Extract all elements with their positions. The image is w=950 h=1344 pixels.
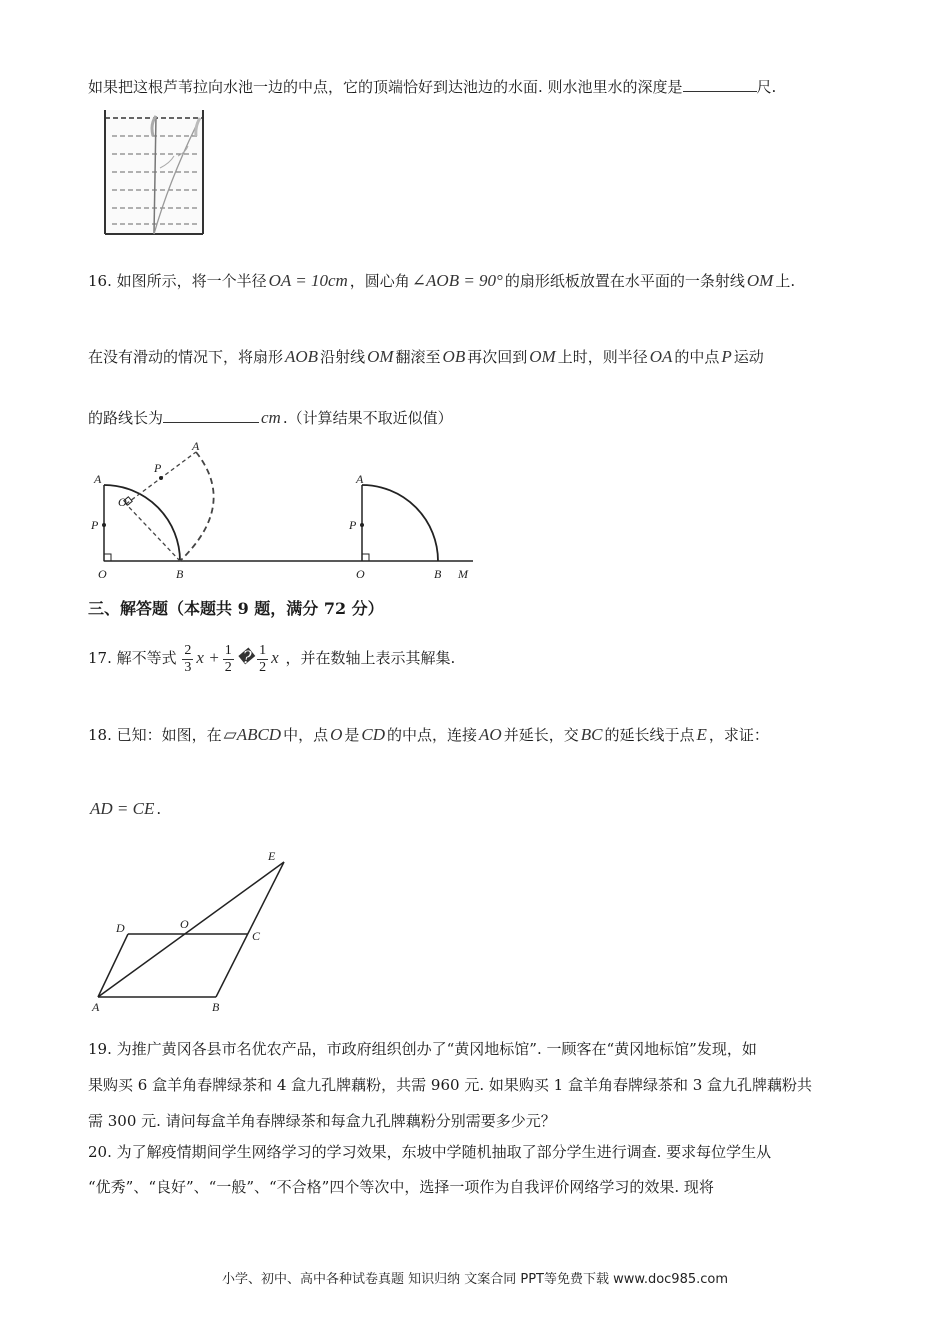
label-o-rotated: O: [118, 495, 127, 509]
fraction: [257, 643, 268, 676]
fraction: [182, 643, 193, 676]
q17-text: 17. 解不等式: [88, 649, 177, 667]
label-a: A: [94, 472, 102, 486]
q17-line: [88, 638, 455, 678]
math-o: O: [330, 725, 343, 744]
q15-answer-blank: [683, 77, 757, 92]
label-o-final: O: [356, 567, 365, 581]
label-c: C: [252, 929, 261, 943]
math-ob: OB: [442, 347, 466, 366]
q16-text: 翻滚至: [395, 348, 441, 366]
q16-answer-blank: [163, 408, 259, 423]
q18-text: 的中点，连接: [387, 726, 478, 744]
parallelogram-figure: [88, 848, 318, 1018]
math-ao: AO: [479, 725, 502, 744]
math-e: E: [696, 725, 707, 744]
label-b-final: B: [434, 567, 442, 581]
math-bc: BC: [580, 725, 603, 744]
page-footer: 小学、初中、高中各种试卷真题 知识归纳 文案合同 PPT等免费下载 www.doc985.com: [221, 1272, 729, 1287]
q20-line-2: “优秀”、“良好”、“一般”、“不合格”四个等次中，选择一项作为自我评价网络学习的效果. 现将: [88, 1178, 714, 1196]
q15-unit: 尺.: [756, 78, 777, 96]
math-om: OM: [367, 347, 394, 366]
numerator: 1: [259, 642, 267, 658]
q16-text: .（计算结果不取近似值）: [282, 409, 453, 427]
q16-line-2: [88, 346, 764, 368]
math-cd: CD: [361, 725, 386, 744]
pool-reed-figure: [100, 108, 210, 238]
q18-text: 18. 已知：如图，在: [88, 726, 222, 744]
math-abcd: ▱ABCD: [223, 725, 282, 744]
q18-text: 是: [344, 726, 360, 744]
math-relation: �: [236, 648, 255, 667]
q16-text: ，圆心角: [349, 272, 410, 290]
q18-line-1: [88, 724, 769, 746]
q16-text: 在没有滑动的情况下，将扇形: [88, 348, 284, 366]
math-angle: ∠AOB = 90°: [411, 271, 503, 290]
label-b: B: [212, 1000, 220, 1014]
section-heading: 三、解答题（本题共 9 题，满分 72 分）: [88, 599, 384, 618]
q16-text: 上.: [775, 272, 796, 290]
sector-rolling-figure: [88, 440, 488, 585]
q15-text: 如果把这根芦苇拉向水池一边的中点，它的顶端恰好到达池边的水面. 则水池里水的深度是: [88, 78, 683, 96]
label-o: O: [98, 567, 107, 581]
label-d: D: [116, 921, 125, 935]
fraction: [223, 643, 234, 676]
label-b: B: [176, 567, 184, 581]
label-o: O: [180, 917, 189, 931]
q16-line-3: [88, 407, 453, 429]
label-a-final: A: [356, 472, 364, 486]
math-x: x +: [196, 648, 220, 667]
math-om: OM: [529, 347, 556, 366]
math-oa: OA: [649, 347, 673, 366]
q16-text: 运动: [733, 348, 764, 366]
label-p-final: P: [349, 518, 357, 532]
q17-text: ，并在数轴上表示其解集.: [285, 649, 456, 667]
q16-line-1: [88, 270, 795, 292]
q18-text: 中，点: [283, 726, 329, 744]
math-cm: cm: [261, 408, 281, 427]
math-ad-ce: AD = CE: [90, 799, 155, 818]
q18-line-2: [88, 798, 161, 820]
numerator: 2: [184, 642, 192, 658]
q16-text: 沿射线: [320, 348, 366, 366]
math-oa: OA = 10cm: [268, 271, 348, 290]
q18-text: .: [156, 800, 162, 818]
q20-line-1: 20. 为了解疫情期间学生网络学习的学习效果，东坡中学随机抽取了部分学生进行调查. 要求每位学生从: [88, 1143, 772, 1161]
label-e: E: [268, 849, 276, 863]
q15-line: [88, 76, 776, 98]
math-aob: AOB: [285, 347, 319, 366]
numerator: 1: [224, 642, 232, 658]
q16-text: 的中点: [674, 348, 720, 366]
q18-text: 的延长线于点: [604, 726, 695, 744]
denominator: 2: [224, 659, 232, 675]
q16-text: 上时，则半径: [557, 348, 648, 366]
q19-line-3: 需 300 元. 请问每盒羊角春牌绿茶和每盒九孔牌藕粉分别需要多少元？: [88, 1112, 556, 1130]
label-a: A: [92, 1000, 100, 1014]
q18-text: ，求证：: [708, 726, 769, 744]
q16-text: 的路线长为: [88, 409, 164, 427]
denominator: 3: [184, 659, 192, 675]
label-p-rotated: P: [154, 461, 162, 475]
math-x: x: [271, 648, 279, 667]
denominator: 2: [259, 659, 267, 675]
q16-text: 的扇形纸板放置在水平面的一条射线: [504, 272, 745, 290]
math-p: P: [721, 347, 732, 366]
label-p: P: [91, 518, 99, 532]
q16-text: 再次回到: [467, 348, 528, 366]
q16-text: 16. 如图所示，将一个半径: [88, 272, 267, 290]
math-om: OM: [746, 271, 774, 290]
q19-line-2: 果购买 6 盒羊角春牌绿茶和 4 盒九孔牌藕粉，共需 960 元. 如果购买 1 盒羊角春牌绿茶和 3 盒九孔牌藕粉共: [88, 1076, 813, 1094]
label-a-rotated: A: [192, 440, 200, 453]
q19-line-1: 19. 为推广黄冈各县市名优农产品，市政府组织创办了“黄冈地标馆”. 一顾客在“黄冈地标馆”发现，如: [88, 1040, 757, 1058]
q18-text: 并延长，交: [503, 726, 579, 744]
label-m: M: [458, 567, 468, 581]
